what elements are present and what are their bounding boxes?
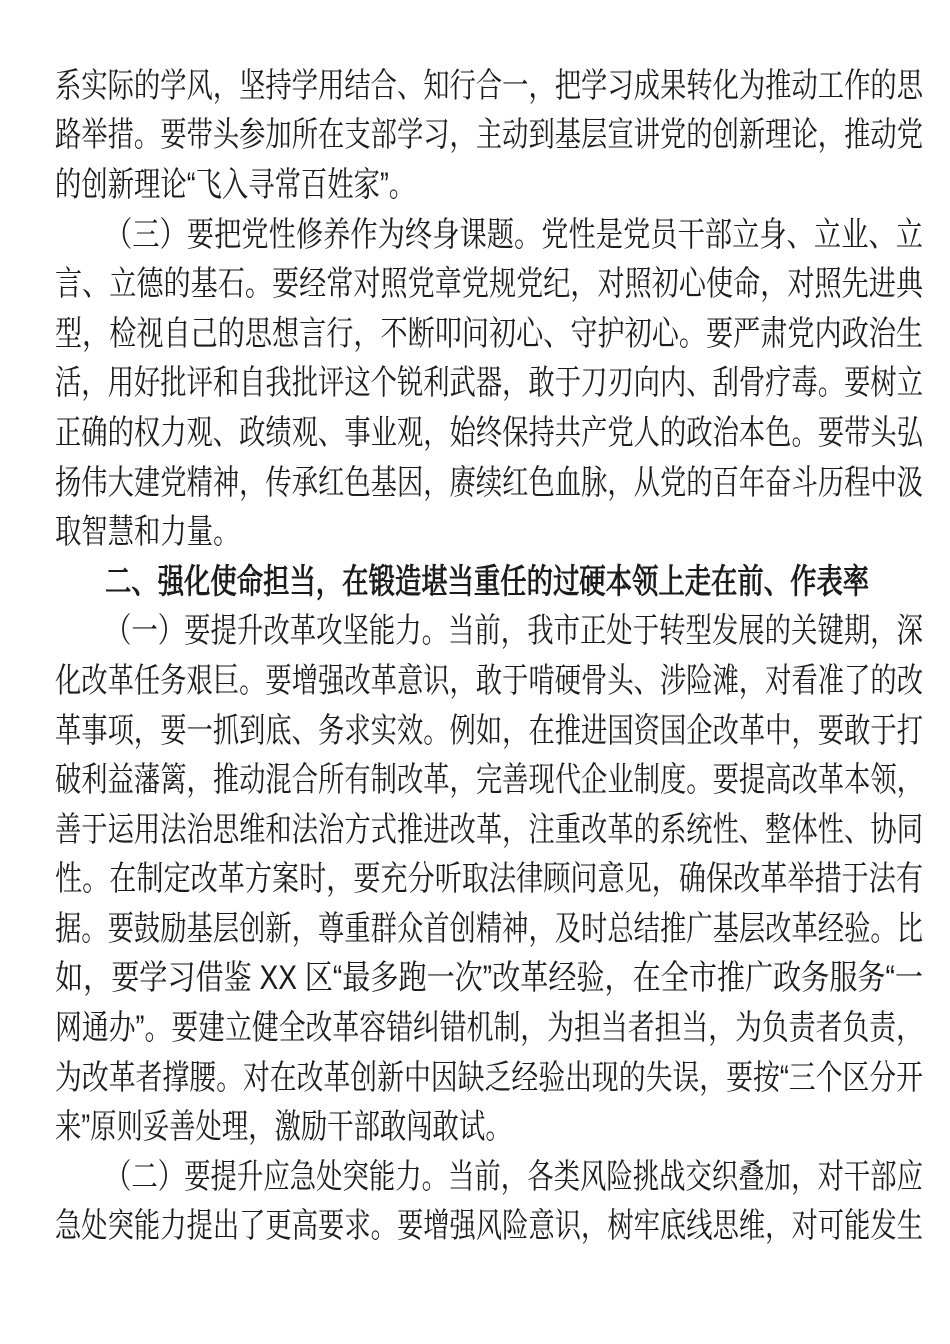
line-text: 型，检视自己的思想言行，不断叩问初心、守护初心。要严肃党内政治生 xyxy=(55,314,923,353)
line-text: 的创新理论“飞入寻常百姓家”。 xyxy=(55,165,416,204)
line-text: （一）要提升改革攻坚能力。当前，我市正处于转型发展的关键期，深 xyxy=(105,612,923,651)
line-text: 扬伟大建党精神，传承红色基因，赓续红色血脉，从党的百年奋斗历程中汲 xyxy=(55,463,923,502)
text-line xyxy=(55,1202,923,1252)
body-paragraph xyxy=(55,210,923,557)
body-paragraph xyxy=(55,1152,923,1251)
text-line xyxy=(55,706,923,756)
text-line xyxy=(55,210,923,260)
line-text: 革事项，要一抓到底、务求实效。例如，在推进国资国企改革中，要敢于打 xyxy=(55,711,923,750)
body-paragraph xyxy=(55,607,923,1153)
line-text: 善于运用法治思维和法治方式推进改革，注重改革的系统性、整体性、协同 xyxy=(55,810,923,849)
text-line xyxy=(55,1053,923,1103)
text-line xyxy=(55,259,923,309)
text-line xyxy=(55,904,923,954)
text-line xyxy=(55,954,923,1004)
document-body xyxy=(55,61,923,1251)
line-text: 急处突能力提出了更高要求。要增强风险意识，树牢底线思维，对可能发生 xyxy=(55,1207,923,1246)
line-text: （二）要提升应急处突能力。当前，各类风险挑战交织叠加，对干部应 xyxy=(105,1157,923,1196)
text-line xyxy=(55,111,923,161)
text-line xyxy=(55,755,923,805)
line-text: 取智慧和力量。 xyxy=(55,513,240,552)
line-text: 路举措。要带头参加所在支部学习，主动到基层宣讲党的创新理论，推动党 xyxy=(55,116,923,155)
text-line xyxy=(55,1003,923,1053)
text-line xyxy=(55,855,923,905)
line-text: 来”原则妥善处理，激励干部敢闯敢试。 xyxy=(55,1108,512,1147)
text-line xyxy=(55,408,923,458)
line-text: 为改革者撑腰。对在改革创新中因缺乏经验出现的失误，要按“三个区分开 xyxy=(55,1058,923,1097)
text-line xyxy=(55,1102,923,1152)
line-text: 破利益藩篱，推动混合所有制改革，完善现代企业制度。要提高改革本领， xyxy=(55,761,923,800)
line-text: 网通办”。要建立健全改革容错纠错机制，为担当者担当，为负责者负责， xyxy=(55,1009,923,1048)
text-line xyxy=(55,1152,923,1202)
line-text: 性。在制定改革方案时，要充分听取法律顾问意见，确保改革举措于法有 xyxy=(55,860,923,899)
body-paragraph xyxy=(55,61,923,210)
line-text: 言、立德的基石。要经常对照党章党规党纪，对照初心使命，对照先进典 xyxy=(55,265,923,304)
text-line xyxy=(55,359,923,409)
line-text: 如，要学习借鉴 XX 区“最多跑一次”改革经验，在全市推广政务服务“一 xyxy=(55,959,923,998)
text-line xyxy=(55,160,923,210)
text-line xyxy=(55,458,923,508)
line-text: 正确的权力观、政绩观、事业观，始终保持共产党人的政治本色。要带头弘 xyxy=(55,413,923,452)
line-text: （三）要把党性修养作为终身课题。党性是党员干部立身、立业、立 xyxy=(105,215,923,254)
line-text: 系实际的学风，坚持学用结合、知行合一，把学习成果转化为推动工作的思 xyxy=(55,66,923,105)
line-text: 活，用好批评和自我批评这个锐利武器，敢于刀刃向内、刮骨疗毒。要树立 xyxy=(55,364,923,403)
text-line xyxy=(55,309,923,359)
text-line xyxy=(55,557,923,607)
section-heading xyxy=(55,557,923,607)
heading-text: 二、强化使命担当，在锻造堪当重任的过硬本领上走在前、作表率 xyxy=(105,562,870,601)
text-line xyxy=(55,656,923,706)
line-text: 化改革任务艰巨。要增强改革意识，敢于啃硬骨头、涉险滩，对看准了的改 xyxy=(55,661,923,700)
text-line xyxy=(55,507,923,557)
text-line xyxy=(55,607,923,657)
text-line xyxy=(55,805,923,855)
text-line xyxy=(55,61,923,111)
line-text: 据。要鼓励基层创新，尊重群众首创精神，及时总结推广基层改革经验。比 xyxy=(55,909,923,948)
